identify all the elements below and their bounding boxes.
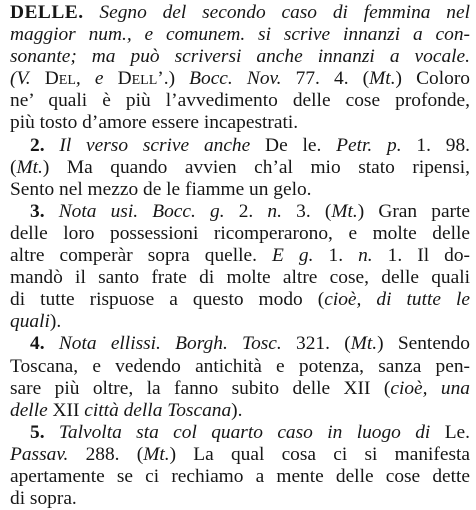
text-line: [10, 378, 470, 400]
text-segment: Mt.: [16, 156, 43, 178]
text-segment: XII: [343, 377, 371, 399]
text-segment: Mt.: [143, 443, 170, 465]
text-segment: 288. (: [68, 443, 144, 465]
text-segment: ) Sentendo: [377, 333, 471, 355]
text-segment: (: [370, 377, 391, 399]
text-segment: 2.: [224, 200, 268, 222]
text-line: [10, 311, 470, 333]
text-line: [10, 157, 470, 179]
text-segment: ne’ quali è più l’avvedimento delle cose profonde,: [10, 90, 470, 112]
text-segment: Mt.: [331, 200, 358, 222]
text-line: [10, 267, 470, 289]
text-segment: Mt.: [350, 333, 378, 355]
text-segment: più tosto d’amore essere incapestrati.: [10, 112, 299, 134]
text-segment: 3. (: [281, 200, 332, 222]
text-line: [10, 488, 470, 510]
text-segment: quali: [10, 311, 50, 333]
text-segment: , e: [75, 68, 118, 90]
text-segment: Passav.: [10, 443, 69, 465]
text-segment: 321. (: [281, 333, 351, 355]
text-segment: Il verso scrive anche: [59, 134, 251, 156]
text-line: [10, 90, 470, 112]
text-line: [10, 466, 470, 488]
text-segment: (: [10, 156, 17, 178]
text-segment: ).: [231, 399, 243, 421]
text-line: [10, 68, 470, 90]
text-segment: n.: [267, 200, 282, 222]
text-segment: Nota usi. Bocc. g.: [58, 200, 225, 222]
text-segment: 1.: [313, 245, 359, 267]
text-segment: Sento nel mezzo de le fiamme un gelo.: [10, 178, 312, 200]
text-segment: 4.: [30, 333, 59, 355]
text-segment: di tutte rispuose a questo modo (: [10, 289, 325, 311]
text-line: [10, 400, 470, 422]
text-segment: sonante; ma può scriversi anche innanzi a vocale.: [10, 46, 470, 68]
text-segment: 1. Il do-: [372, 245, 470, 267]
text-segment: Petr. p.: [336, 134, 402, 156]
sense-start-line: [10, 333, 470, 355]
text-segment: delle: [10, 399, 53, 421]
text-segment: ’.): [157, 68, 190, 90]
text-segment: maggior num., e comunem. si scrive innanzi a con-: [10, 24, 470, 46]
text-line: [10, 245, 470, 267]
text-segment: Nota ellissi. Borgh. Tosc.: [58, 333, 282, 355]
text-line: [10, 179, 470, 201]
text-line: [10, 112, 470, 134]
text-segment: Le.: [430, 421, 471, 443]
text-segment: cioè, una: [390, 377, 471, 399]
text-line: [10, 223, 470, 245]
text-segment: Toscana, e vedendo antichità e potenza, sanza pen-: [10, 355, 470, 377]
text-line: [10, 356, 470, 378]
text-line: [10, 444, 470, 466]
text-line: [10, 2, 470, 24]
sense-start-line: [10, 201, 470, 223]
text-segment: Segno del secondo caso di femmina nel: [83, 2, 470, 23]
sense-start-line: [10, 422, 470, 444]
text-segment: Talvolta sta col quarto caso in luogo di: [58, 421, 431, 443]
text-segment: ) Coloro: [395, 68, 470, 90]
text-segment: 3.: [30, 200, 59, 222]
text-segment: XII: [52, 399, 80, 421]
text-segment: di sopra.: [10, 488, 77, 510]
text-segment: delle loro possessioni ricomperarono, e molte delle: [10, 222, 470, 244]
text-segment: cioè, di tutte le: [324, 289, 470, 311]
text-segment: 5.: [30, 421, 59, 443]
text-segment: 1. 98.: [401, 134, 470, 156]
sense-start-line: [10, 135, 470, 157]
text-segment: Mt.: [369, 68, 396, 90]
text-segment: Del: [44, 68, 76, 90]
text-segment: 2.: [30, 134, 60, 156]
text-segment: De le.: [250, 134, 337, 156]
text-segment: Dell: [117, 68, 158, 90]
text-segment: ) La qual cosa ci si manifesta: [169, 443, 471, 465]
text-segment: ) Ma quando avvien ch’al mio stato ripensi,: [42, 156, 470, 178]
text-line: [10, 24, 470, 46]
text-segment: mandò il santo frate di molte altre cose, delle quali: [10, 267, 470, 289]
headword: DELLE.: [10, 2, 84, 23]
text-segment: 77. 4. (: [281, 68, 370, 90]
text-segment: ).: [49, 311, 62, 333]
text-segment: n.: [358, 245, 373, 267]
text-segment: E g.: [272, 245, 314, 267]
text-segment: città della Toscana: [79, 399, 232, 421]
text-line: [10, 289, 470, 311]
text-segment: Bocc. Nov.: [189, 68, 282, 90]
text-segment: altre comperàr sopra quelle.: [10, 245, 273, 267]
text-segment: sare più oltre, la fanno subito delle: [10, 377, 344, 399]
text-line: [10, 46, 470, 68]
text-segment: apertamente se ci rechiamo a mente delle cose dette: [10, 465, 470, 487]
text-segment: ) Gran parte: [357, 200, 471, 222]
text-segment: (V.: [10, 68, 45, 90]
